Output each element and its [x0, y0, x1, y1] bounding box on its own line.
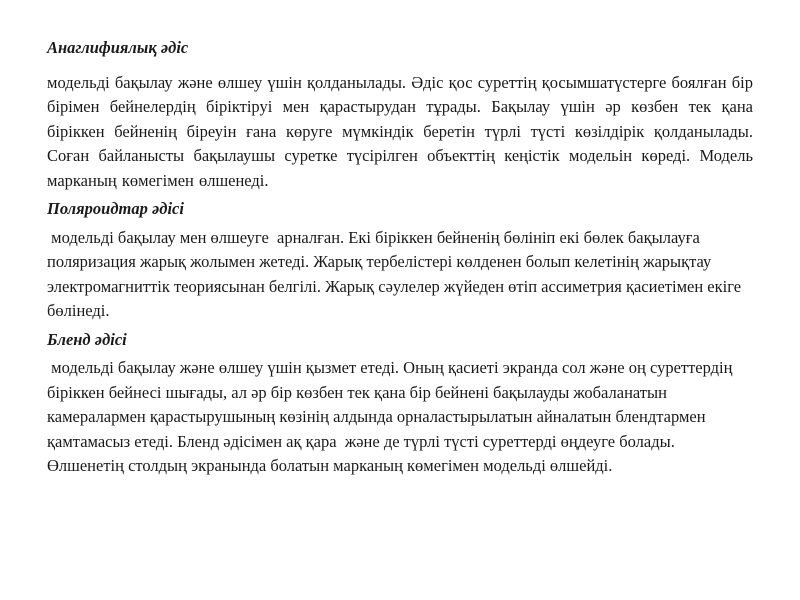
section-heading-polaroid: Поляроидтар әдісі — [47, 199, 184, 218]
section-body-anaglyph: модельді бақылау және өлшеу үшін қолданылады. Әдіс қос суреттің қосымшатүстерге боялған бір бірімен бейнелердің біріктіруі мен қарастырудан тұрады. Бақылау үшін әр көзбен тек қана біріккен бейненің біреуін ғана көруге мүмкіндік беретін түрлі түсті көзілдірік қолданылады. Соған байланысты бақылаушы суретке түсірілген объекттің кеңістік модельін көреді. Модель марканың көмегімен өлшенеді. — [47, 72, 753, 190]
section-body-blend: модельді бақылау және өлшеу үшін қызмет етеді. Оның қасиеті экранда сол және оң суреттердің біріккен бейнесі шығады, ал әр бір көзбен тек қана бір бейнені бақылауды жобаланатын камералармен қарастырушының көзінің алдында орналастырылатын айналатын блендтармен қамтамасыз етеді. Бленд әдісімен ақ қара және де түрлі түсті суреттерді өңдеуге болады. Өлшенетің столдың экранында болатын марканың көмегімен модельді өлшейді. — [47, 358, 737, 475]
document-page — [47, 36, 753, 483]
section-heading-anaglyph: Анаглифиялық әдіс — [47, 38, 189, 57]
section-body-polaroid: модельді бақылау мен өлшеуге арналған. Екі біріккен бейненің бөлініп екі бөлек бақылауға поляризация жарық жолымен жетеді. Жарық тербелістері көлденен болып келетінің жарықтау электромагниттік теориясынан белгілі. Жарық сәулелер жүйеден өтіп ассиметрия қасиетімен екіге бөлінеді. — [47, 227, 746, 320]
section-heading-blend: Бленд әдісі — [47, 329, 127, 349]
